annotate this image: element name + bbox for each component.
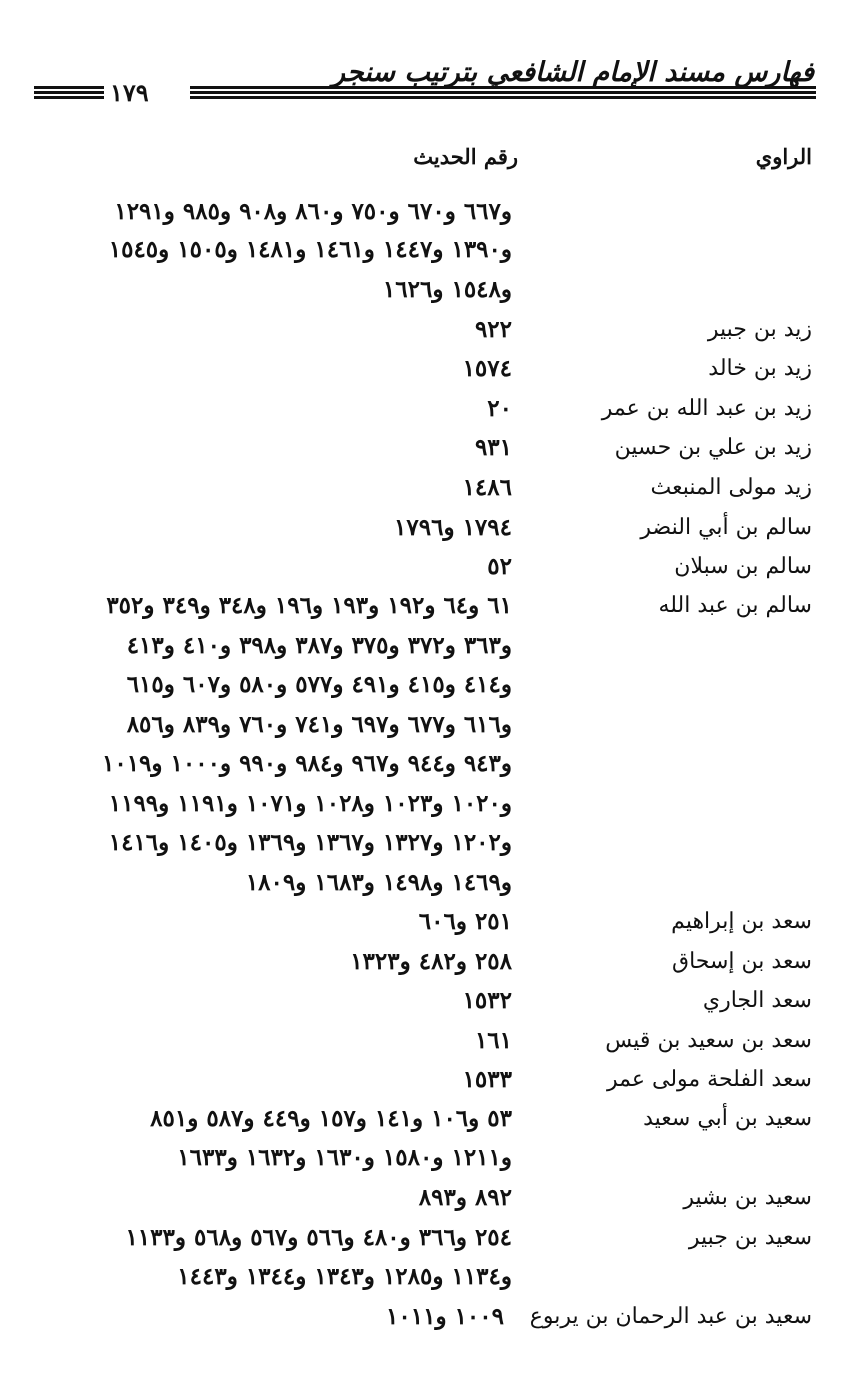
- index-row: [0, 1062, 856, 1100]
- index-row: [0, 312, 856, 350]
- hadith-numbers: ١٧٩٤ و١٧٩٦: [394, 514, 512, 541]
- narrator-name: زيد بن عبد الله بن عمر: [601, 396, 812, 421]
- narrator-name: سعد بن سعيد بن قيس: [605, 1028, 812, 1053]
- header-rule-left: [34, 86, 104, 99]
- hadith-numbers: ١٥٣٣: [462, 1066, 512, 1093]
- column-header-narrator: الراوي: [755, 144, 812, 169]
- hadith-numbers: و١٣٩٠ و١٤٤٧ و١٤٦١ و١٤٨١ و١٥٠٥ و١٥٤٥: [108, 236, 512, 263]
- hadith-numbers: و١٤٦٩ و١٤٩٨ و١٦٨٣ و١٨٠٩: [245, 869, 512, 896]
- narrator-name: زيد بن علي بن حسين: [614, 435, 812, 460]
- hadith-numbers: ٢٥٨ و٤٨٢ و١٣٢٣: [350, 948, 512, 975]
- narrator-name: سالم بن سبلان: [674, 554, 812, 579]
- hadith-numbers: و٤١٤ و٤١٥ و٤٩١ و٥٧٧ و٥٨٠ و٦٠٧ و٦١٥: [126, 671, 512, 698]
- hadith-numbers: و٣٦٣ و٣٧٢ و٣٧٥ و٣٨٧ و٣٩٨ و٤١٠ و٤١٣: [126, 632, 512, 659]
- hadith-numbers: ٢٥١ و٦٠٦: [418, 908, 512, 935]
- header-rule-right: [190, 86, 816, 99]
- index-row: [0, 1220, 856, 1258]
- narrator-name: سعد بن إبراهيم: [671, 909, 812, 934]
- narrator-name: زيد مولى المنبعث: [650, 475, 812, 500]
- index-row: [0, 1299, 856, 1337]
- hadith-numbers: و١٠٢٠ و١٠٢٣ و١٠٢٨ و١٠٧١ و١١٩١ و١١٩٩: [108, 790, 512, 817]
- hadith-numbers: ١٥٧٤: [462, 355, 512, 382]
- index-row: [0, 628, 856, 666]
- hadith-numbers: و٦٦٧ و٦٧٠ و٧٥٠ و٨٦٠ و٩٠٨ و٩٨٥ و١٢٩١: [114, 198, 512, 225]
- index-row: [0, 194, 856, 232]
- index-row: [0, 1023, 856, 1061]
- narrator-name: سعد الفلحة مولى عمر: [607, 1067, 812, 1092]
- hadith-numbers: ٥٢: [487, 553, 512, 580]
- hadith-numbers: و١٥٤٨ و١٦٢٦: [382, 276, 512, 303]
- hadith-numbers: ١٤٨٦: [462, 474, 512, 501]
- hadith-numbers: ٥٣ و١٠٦ و١٤١ و١٥٧ و٤٤٩ و٥٨٧ و٨٥١: [150, 1105, 512, 1132]
- hadith-numbers: و٦١٦ و٦٧٧ و٦٩٧ و٧٤١ و٧٦٠ و٨٣٩ و٨٥٦: [126, 711, 512, 738]
- hadith-numbers: ٩٢٢: [474, 316, 512, 343]
- narrator-name: سعيد بن عبد الرحمان بن يربوع: [529, 1304, 812, 1329]
- hadith-numbers: ٦١ و٦٤ و١٩٢ و١٩٣ و١٩٦ و٣٤٨ و٣٤٩ و٣٥٢: [106, 592, 512, 619]
- hadith-numbers: و١١٣٤ و١٢٨٥ و١٣٤٣ و١٣٤٤ و١٤٤٣: [177, 1263, 512, 1290]
- hadith-numbers: و١٢١١ و١٥٨٠ و١٦٣٠ و١٦٣٢ و١٦٣٣: [177, 1144, 512, 1171]
- page-number: ١٧٩: [110, 78, 149, 107]
- index-row: [0, 1140, 856, 1178]
- narrator-name: سعد الجاري: [702, 988, 812, 1013]
- index-row: [0, 983, 856, 1021]
- hadith-numbers: و٩٤٣ و٩٤٤ و٩٦٧ و٩٨٤ و٩٩٠ و١٠٠٠ و١٠١٩: [101, 750, 512, 777]
- index-row: [0, 786, 856, 824]
- index-row: [0, 1259, 856, 1297]
- hadith-numbers: ٨٩٢ و٨٩٣: [418, 1184, 512, 1211]
- index-row: [0, 588, 856, 626]
- narrator-name: زيد بن خالد: [708, 356, 812, 381]
- index-row: [0, 391, 856, 429]
- index-row: [0, 865, 856, 903]
- index-row: [0, 549, 856, 587]
- index-row: [0, 904, 856, 942]
- index-row: [0, 272, 856, 310]
- narrator-name: سعيد بن جبير: [688, 1225, 812, 1250]
- index-row: [0, 825, 856, 863]
- narrator-name: سعيد بن أبي سعيد: [643, 1106, 812, 1131]
- column-header-hadith-number: رقم الحديث: [413, 144, 518, 169]
- hadith-numbers: ١٥٣٢: [462, 987, 512, 1014]
- narrator-name: سعد بن إسحاق: [672, 949, 812, 974]
- running-header-title: فهارس مسند الإمام الشافعي بترتيب سنجر: [331, 57, 814, 88]
- narrator-name: سالم بن عبد الله: [658, 593, 812, 618]
- index-row: [0, 707, 856, 745]
- index-row: [0, 1101, 856, 1139]
- index-row: [0, 944, 856, 982]
- index-row: [0, 470, 856, 508]
- narrator-name: سعيد بن بشير: [683, 1185, 812, 1210]
- hadith-numbers: ٩٣١: [474, 434, 512, 461]
- hadith-numbers: ٢٥٤ و٣٦٦ و٤٨٠ و٥٦٦ و٥٦٧ و٥٦٨ و١١٣٣: [125, 1224, 512, 1251]
- index-row: [0, 430, 856, 468]
- hadith-numbers: ١٦١: [474, 1027, 512, 1054]
- index-row: [0, 667, 856, 705]
- index-row: [0, 232, 856, 270]
- hadith-numbers: و١٢٠٢ و١٣٢٧ و١٣٦٧ و١٣٦٩ و١٤٠٥ و١٤١٦: [108, 829, 512, 856]
- index-row: [0, 1180, 856, 1218]
- hadith-numbers: ١٠٠٩ و١٠١١: [386, 1303, 504, 1330]
- hadith-numbers: ٢٠: [487, 395, 512, 422]
- narrator-name: سالم بن أبي النضر: [640, 515, 812, 540]
- index-row: [0, 351, 856, 389]
- narrator-name: زيد بن جبير: [707, 317, 812, 342]
- index-row: [0, 746, 856, 784]
- index-row: [0, 510, 856, 548]
